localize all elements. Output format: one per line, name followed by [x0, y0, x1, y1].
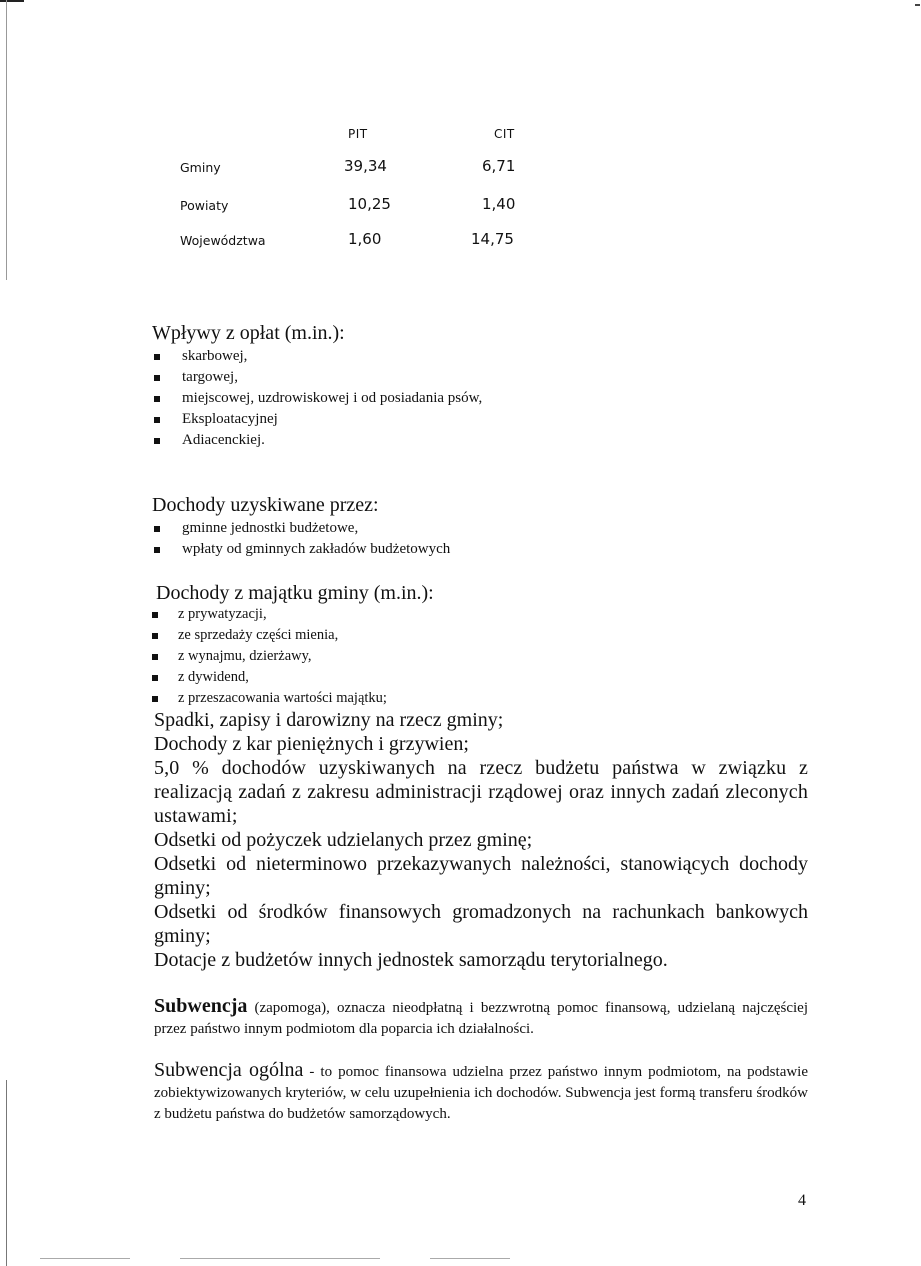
list-item: ze sprzedaży części mienia,: [150, 625, 387, 646]
list-item: skarbowej,: [152, 346, 482, 367]
row-label-powiaty: Powiaty: [180, 198, 229, 213]
list-item: targowej,: [152, 367, 482, 388]
list-item: z prywatyzacji,: [150, 604, 387, 625]
row-label-wojewodztwa: Województwa: [180, 233, 266, 248]
list-item: z dywidend,: [150, 667, 387, 688]
cell-gminy-cit: 6,71: [482, 157, 516, 175]
cell-wojewodztwa-cit: 14,75: [471, 230, 514, 248]
cell-powiaty-pit: 10,25: [348, 195, 391, 213]
income-dotacje: Dotacje z budżetów innych jednostek samorządu terytorialnego.: [154, 949, 668, 971]
definition-subwencja-ogolna: [154, 1060, 808, 1125]
list-item: Eksploatacyjnej: [152, 409, 482, 430]
list-oplaty: [152, 346, 482, 451]
cell-powiaty-cit: 1,40: [482, 195, 516, 213]
page-number: 4: [798, 1192, 806, 1209]
income-odsetki-naleznosci: Odsetki od nieterminowo przekazywanych należności, stanowiących dochody gminy;: [154, 853, 808, 899]
scan-edge-left-lower: [6, 1080, 7, 1266]
income-kary: Dochody z kar pieniężnych i grzywien;: [154, 733, 469, 755]
cell-gminy-pit: 39,34: [344, 157, 387, 175]
list-dochody-przez: [152, 518, 450, 560]
list-item: z wynajmu, dzierżawy,: [150, 646, 387, 667]
scan-bottom-line: [180, 1258, 380, 1259]
definition-subwencja-ogolna-text: - to pomoc finansowa udzielna przez państwo innym podmiotom, na podstawie zobiektywizowanych kryteriów, w celu uzupełnienia ich dochodów. Subwencja jest formą transferu środków z budżetu państwa do budżetów samorządowych.: [154, 1064, 809, 1122]
term-subwencja: Subwencja: [154, 995, 248, 1017]
heading-dochody-przez: Dochody uzyskiwane przez:: [152, 494, 379, 516]
row-label-gminy: Gminy: [180, 160, 221, 175]
scan-mark-top-right: [915, 4, 920, 6]
heading-majatek: Dochody z majątku gminy (m.in.):: [156, 582, 434, 604]
list-majatek: [150, 604, 387, 709]
scan-edge-left: [6, 0, 7, 280]
cell-wojewodztwa-pit: 1,60: [348, 230, 382, 248]
list-item: z przeszacowania wartości majątku;: [150, 688, 387, 709]
scan-bottom-line: [40, 1258, 130, 1259]
list-item: gminne jednostki budżetowe,: [152, 518, 450, 539]
list-item: miejscowej, uzdrowiskowej i od posiadania psów,: [152, 388, 482, 409]
list-item: wpłaty od gminnych zakładów budżetowych: [152, 539, 450, 560]
heading-oplaty: Wpływy z opłat (m.in.):: [152, 322, 345, 344]
income-odsetki-rachunki: Odsetki od środków finansowych gromadzonych na rachunkach bankowych gminy;: [154, 901, 808, 947]
column-header-pit: PIT: [348, 127, 368, 141]
definition-subwencja: [154, 996, 808, 1040]
term-subwencja-ogolna: Subwencja ogólna: [154, 1059, 304, 1081]
list-item: Adiacenckiej.: [152, 430, 482, 451]
income-spadki: Spadki, zapisy i darowizny na rzecz gminy;: [154, 709, 504, 731]
income-5-procent: 5,0 % dochodów uzyskiwanych na rzecz budżetu państwa w związku z realizacją zadań z zakresu administracji rządowej oraz innych zadań zleconych ustawami;: [154, 757, 808, 827]
income-odsetki-pozyczki: Odsetki od pożyczek udzielanych przez gminę;: [154, 829, 533, 851]
definition-subwencja-text: (zapomoga), oznacza nieodpłatną i bezzwrotną pomoc finansową, udzielaną najczęściej przez państwo innym podmiotom dla poparcia ich działalności.: [154, 1000, 808, 1037]
scan-mark-top-left: [0, 0, 24, 2]
scan-bottom-line: [430, 1258, 510, 1259]
column-header-cit: CIT: [494, 127, 515, 141]
